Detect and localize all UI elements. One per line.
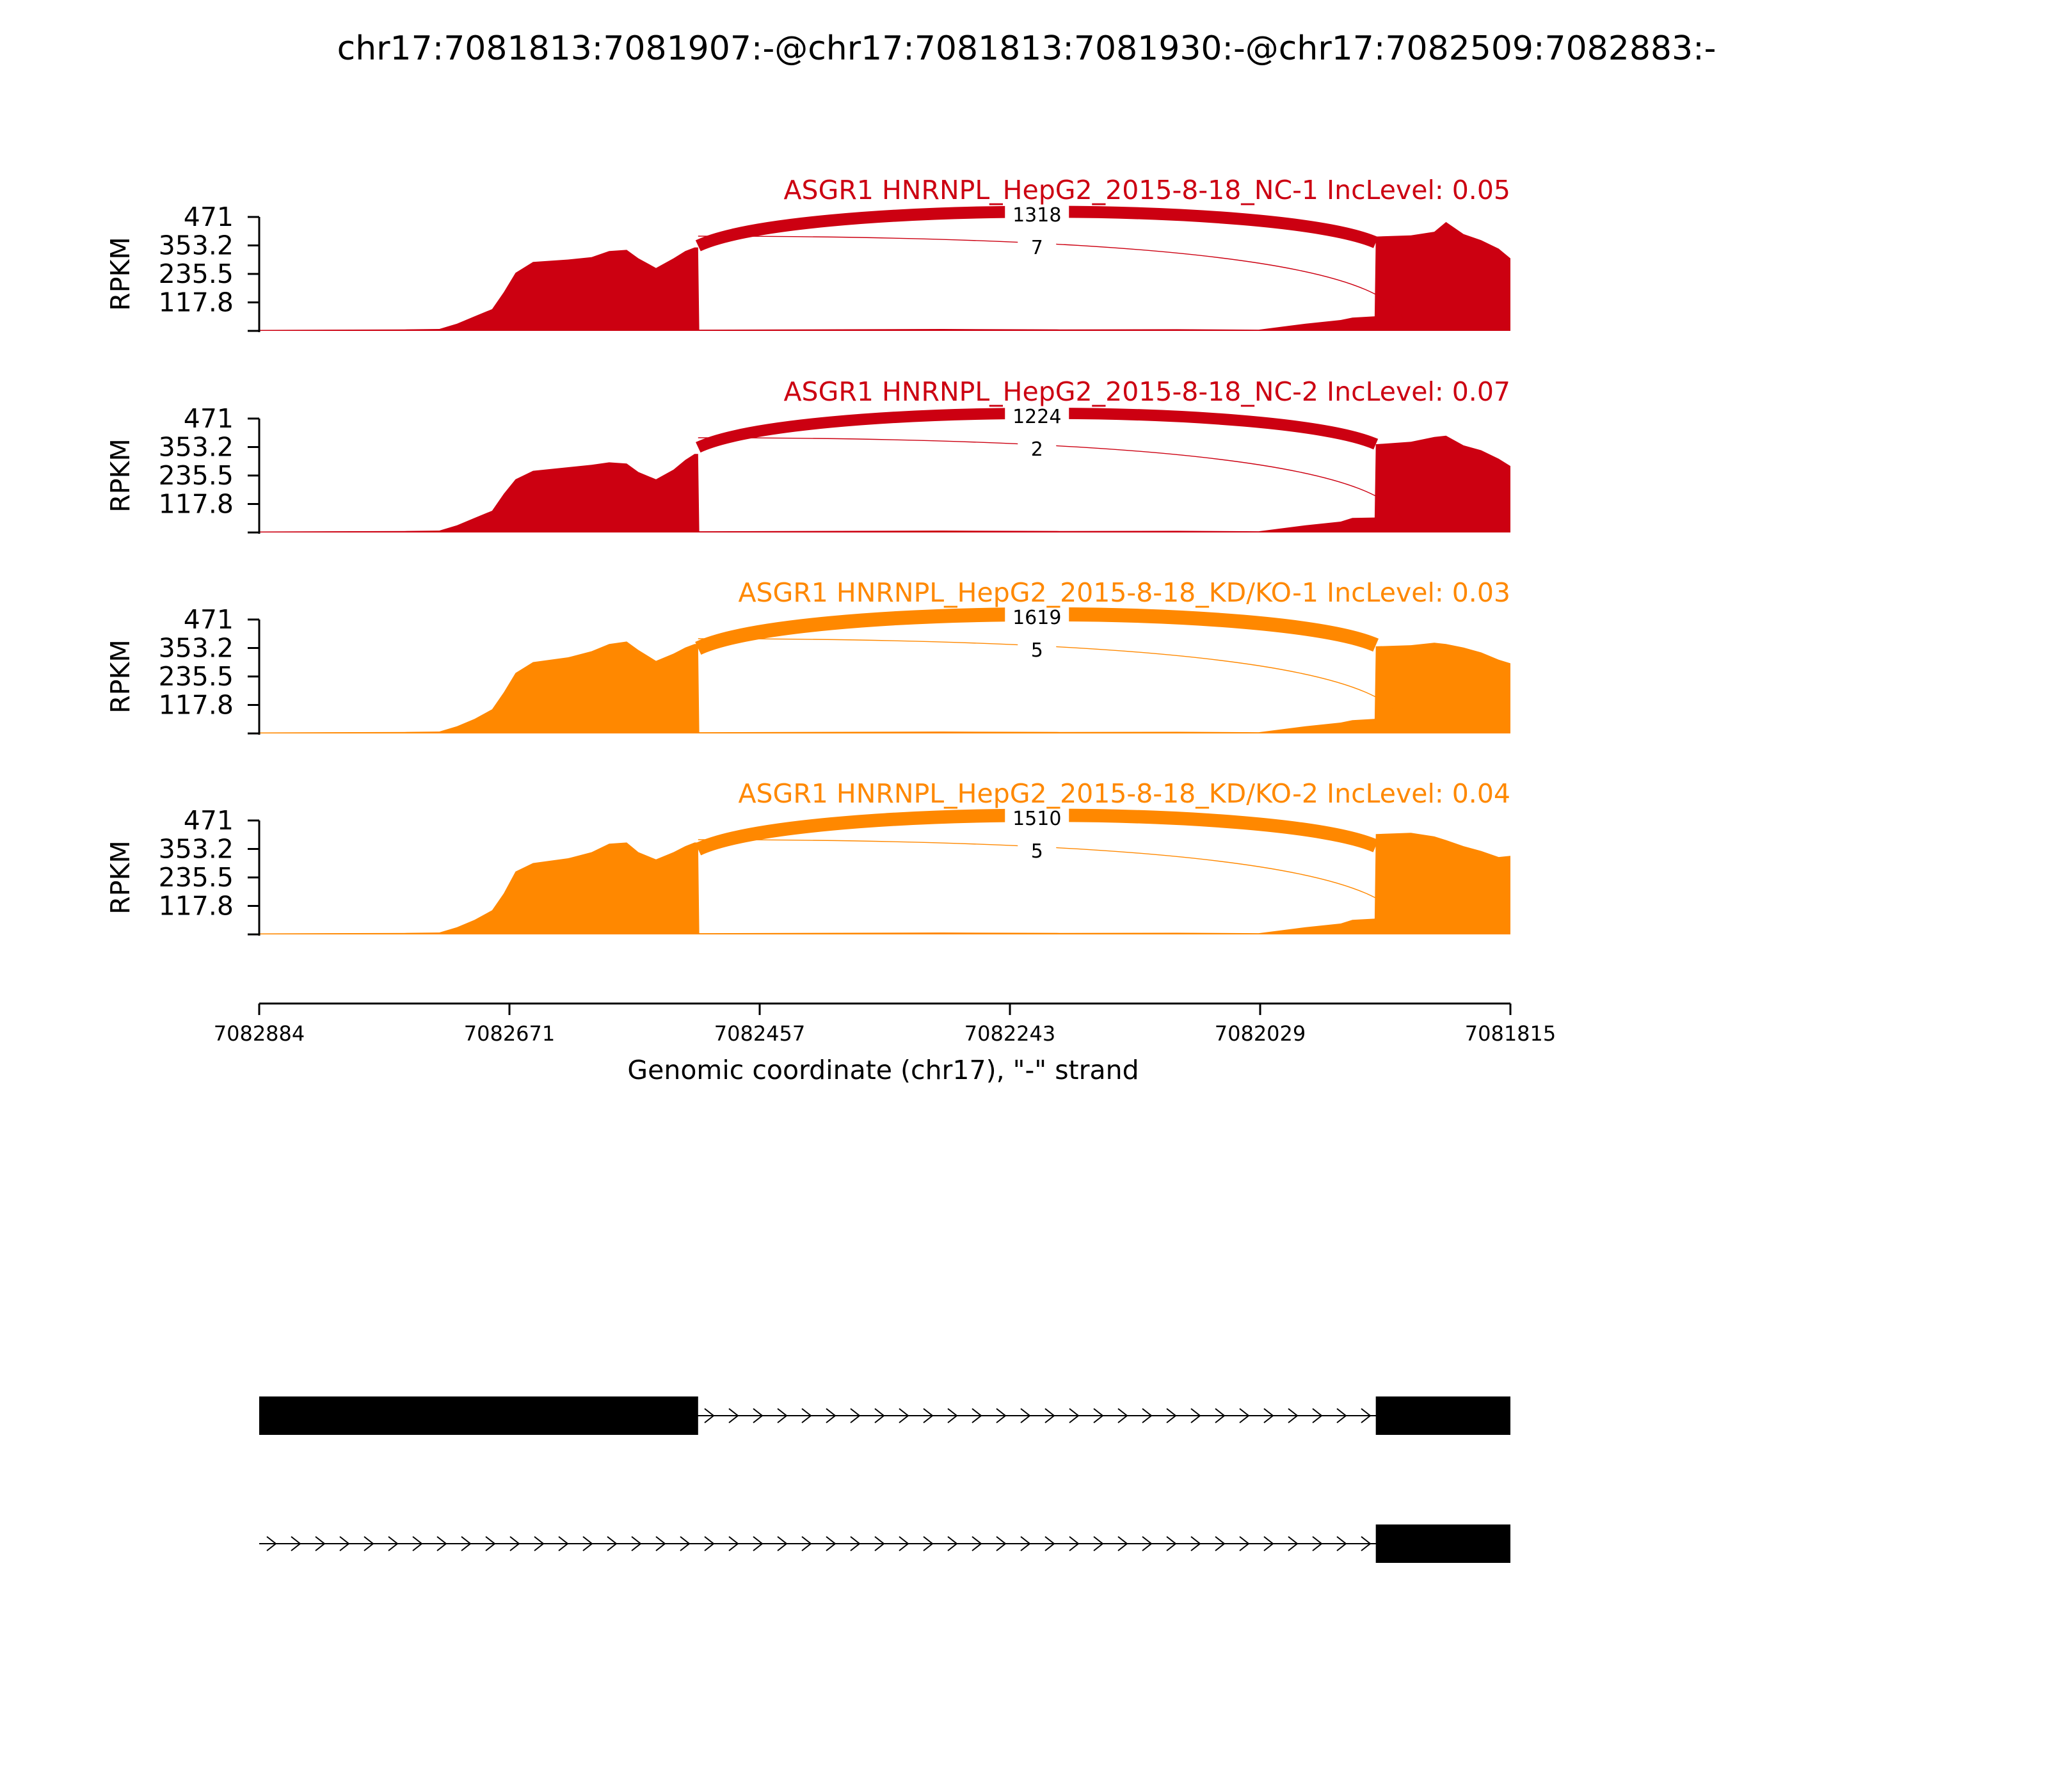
y-axis-label: RPKM [105, 840, 136, 915]
junction-count-alt: 5 [1030, 840, 1043, 863]
y-tick-label: 117.8 [158, 287, 234, 318]
y-axis-label: RPKM [105, 237, 136, 311]
y-tick-label: 117.8 [158, 890, 234, 922]
panel-title: ASGR1 HNRNPL_HepG2_2015-8-18_NC-1 IncLevel: 0.05 [783, 175, 1510, 205]
x-tick-label: 7082457 [714, 1021, 806, 1046]
panel-title: ASGR1 HNRNPL_HepG2_2015-8-18_KD/KO-2 IncLevel: 0.04 [738, 778, 1510, 809]
exon-block [1376, 1524, 1510, 1563]
junction-count-skip: 1318 [1012, 204, 1062, 227]
junction-count-alt: 7 [1030, 237, 1043, 259]
y-tick-label: 471 [183, 202, 234, 232]
y-tick-label: 235.5 [158, 259, 234, 289]
junction-count-skip: 1510 [1012, 808, 1062, 830]
y-tick-label: 353.2 [158, 230, 234, 261]
junction-count-alt: 5 [1030, 639, 1043, 662]
x-tick-label: 7082884 [213, 1021, 305, 1046]
x-tick-label: 7082029 [1214, 1021, 1306, 1046]
x-tick-label: 7082243 [964, 1021, 1056, 1046]
y-tick-label: 471 [183, 604, 234, 635]
junction-count-skip: 1619 [1012, 607, 1062, 629]
junction-count-alt: 2 [1030, 438, 1043, 461]
exon-block [259, 1396, 698, 1435]
exon-block [1376, 1396, 1510, 1435]
y-axis-label: RPKM [105, 639, 136, 714]
figure-title: chr17:7081813:7081907:-@chr17:7081813:7081930:-@chr17:7082509:7082883:- [337, 29, 1716, 68]
y-tick-label: 471 [183, 403, 234, 434]
x-tick-label: 7082671 [463, 1021, 556, 1046]
y-tick-label: 235.5 [158, 862, 234, 893]
panel-title: ASGR1 HNRNPL_HepG2_2015-8-18_KD/KO-1 IncLevel: 0.03 [738, 577, 1510, 608]
y-tick-label: 353.2 [158, 833, 234, 865]
y-tick-label: 353.2 [158, 431, 234, 463]
y-tick-label: 353.2 [158, 632, 234, 664]
panel-title: ASGR1 HNRNPL_HepG2_2015-8-18_NC-2 IncLevel: 0.07 [783, 376, 1510, 407]
y-tick-label: 235.5 [158, 661, 234, 692]
x-tick-label: 7081815 [1464, 1021, 1556, 1046]
y-axis-label: RPKM [105, 438, 136, 513]
y-tick-label: 117.8 [158, 689, 234, 721]
y-tick-label: 117.8 [158, 488, 234, 520]
junction-count-skip: 1224 [1012, 406, 1062, 428]
x-axis-label: Genomic coordinate (chr17), "-" strand [627, 1055, 1139, 1085]
y-tick-label: 471 [183, 805, 234, 836]
y-tick-label: 235.5 [158, 460, 234, 491]
